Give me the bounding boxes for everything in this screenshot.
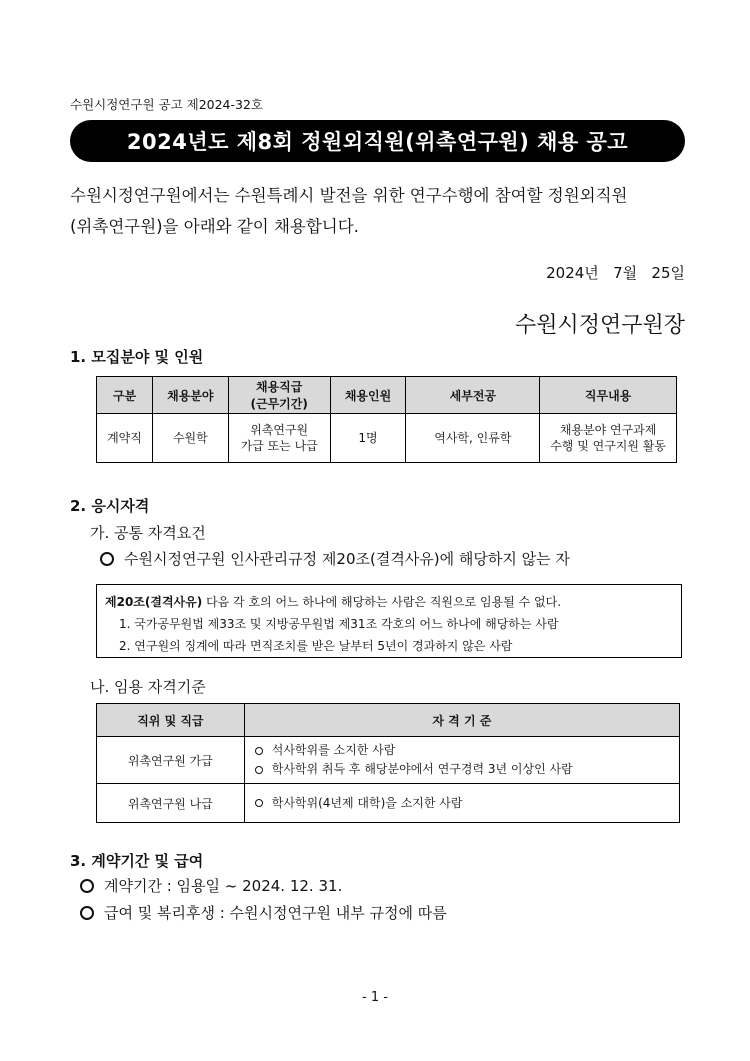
section-1-title: 1. 모집분야 및 인원 xyxy=(70,348,204,366)
header-grade: 채용직급 (근무기간) xyxy=(228,377,330,414)
header-field: 채용분야 xyxy=(152,377,228,414)
table-row xyxy=(97,784,680,823)
cell-position: 위촉연구원 나급 xyxy=(97,784,245,823)
header-duties: 직무내용 xyxy=(540,377,677,414)
signer: 수원시정연구원장 xyxy=(514,313,685,338)
disqualification-box xyxy=(96,584,682,658)
circle-bullet-icon xyxy=(100,552,114,566)
table-row xyxy=(97,737,680,784)
cell-field: 수원학 xyxy=(152,414,228,463)
intro-paragraph xyxy=(70,180,685,242)
small-circle-bullet-icon xyxy=(255,799,263,807)
subsection-b-title: 나. 임용 자격기준 xyxy=(90,678,206,696)
table-header-row xyxy=(97,704,680,737)
cell-headcount: 1명 xyxy=(330,414,406,463)
box-item-1: 1. 국가공무원법 제33조 및 지방공무원법 제31조 각호의 어느 하나에 해당하는 사람 xyxy=(119,617,559,631)
section-2-title: 2. 응시자격 xyxy=(70,497,150,515)
subsection-a-title: 가. 공통 자격요건 xyxy=(90,524,206,542)
header-position: 직위 및 직급 xyxy=(97,704,245,737)
header-headcount: 채용인원 xyxy=(330,377,406,414)
cell-criteria: 학사학위(4년제 대학)을 소지한 사람 xyxy=(244,784,679,823)
cell-duties: 채용분야 연구과제 수행 및 연구지원 활동 xyxy=(540,414,677,463)
cell-criteria: 석사학위를 소지한 사람 학사학위 취득 후 해당분야에서 연구경력 3년 이상인 사람 xyxy=(244,737,679,784)
cell-grade: 위촉연구원 가급 또는 나급 xyxy=(228,414,330,463)
bullet-contract-period: 계약기간 : 임용일 ~ 2024. 12. 31. xyxy=(80,875,342,896)
small-circle-bullet-icon xyxy=(255,766,263,774)
table-row xyxy=(97,414,677,463)
cell-category: 계약직 xyxy=(97,414,153,463)
page-title: 2024년도 제8회 정원외직원(위촉연구원) 채용 공고 xyxy=(126,130,629,154)
qualification-table xyxy=(96,703,680,823)
circle-bullet-icon xyxy=(80,879,94,893)
page-number: - 1 - xyxy=(362,990,388,1005)
box-heading: 제20조(결격사유) 다음 각 호의 어느 하나에 해당하는 사람은 직원으로 임용될 수 없다. xyxy=(105,595,562,609)
intro-line-1: 수원시정연구원에서는 수원특례시 발전을 위한 연구수행에 참여할 정원외직원 xyxy=(70,186,628,205)
document-number: 수원시정연구원 공고 제2024-32호 xyxy=(70,97,264,112)
cell-major: 역사학, 인류학 xyxy=(406,414,540,463)
circle-bullet-icon xyxy=(80,906,94,920)
title-banner xyxy=(70,120,685,162)
table-header-row xyxy=(97,377,677,414)
box-item-2: 2. 연구원의 징계에 따라 면직조치를 받은 날부터 5년이 경과하지 않은 사람 xyxy=(119,639,513,653)
bullet-common-requirement: 수원시정연구원 인사관리규정 제20조(결격사유)에 해당하지 않는 자 xyxy=(100,548,570,569)
cell-position: 위촉연구원 가급 xyxy=(97,737,245,784)
bullet-salary: 급여 및 복리후생 : 수원시정연구원 내부 규정에 따름 xyxy=(80,902,447,923)
header-criteria: 자 격 기 준 xyxy=(244,704,679,737)
header-category: 구분 xyxy=(97,377,153,414)
section-3-title: 3. 계약기간 및 급여 xyxy=(70,852,204,870)
small-circle-bullet-icon xyxy=(255,747,263,755)
recruitment-table xyxy=(96,376,677,463)
announcement-date: 2024년 7월 25일 xyxy=(546,264,685,282)
intro-line-2: (위촉연구원)을 아래와 같이 채용합니다. xyxy=(70,217,359,236)
header-major: 세부전공 xyxy=(406,377,540,414)
